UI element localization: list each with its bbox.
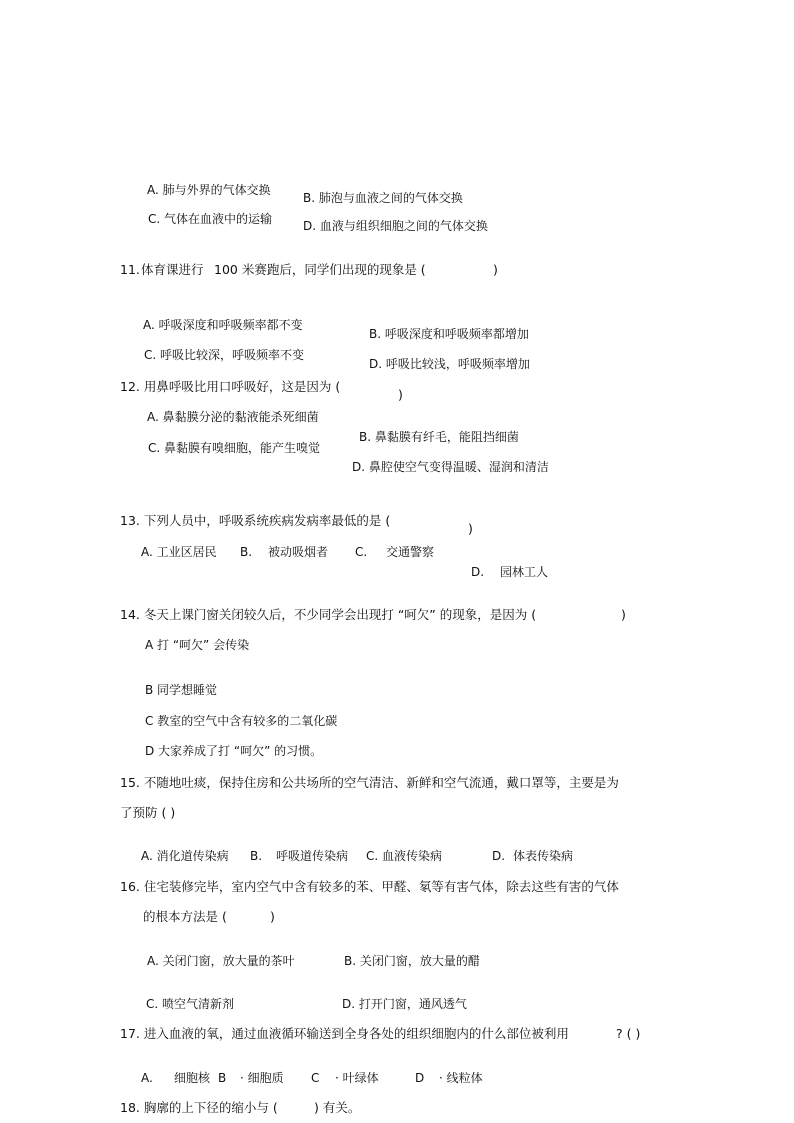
q16-option-c: C. 喷空气清新剂 <box>146 997 235 1011</box>
q13-option-c-letter: C. <box>355 545 368 559</box>
q15-stem-line2: 了预防 ( ) <box>120 805 176 820</box>
q15-option-b-letter: B. <box>250 849 263 863</box>
q16-option-b: B. 关闭门窗，放大量的醋 <box>344 954 480 968</box>
q13-option-a: A. 工业区居民 <box>141 545 217 559</box>
q16-option-d: D. 打开门窗，通风透气 <box>342 997 467 1011</box>
q15-option-b: 呼吸道传染病 <box>276 849 349 863</box>
q11-option-c: C. 呼吸比较深，呼吸频率不变 <box>144 348 305 362</box>
q18-stem-part2: ) 有关。 <box>314 1100 361 1115</box>
q13-paren-close: ) <box>468 521 473 536</box>
q17-option-a: 细胞核 <box>174 1071 211 1085</box>
q12-option-c: C. 鼻黏膜有嗅细胞，能产生嗅觉 <box>148 441 321 455</box>
q17-option-a-letter: A. <box>141 1071 153 1085</box>
q11-stem-part2: 100 米赛跑后，同学们出现的现象是 ( <box>214 262 426 277</box>
q17-option-c: · 叶绿体 <box>335 1071 379 1085</box>
q15-option-c: C. 血液传染病 <box>366 849 443 863</box>
q10-option-a: A. 肺与外界的气体交换 <box>147 183 271 197</box>
q13-option-d: 园林工人 <box>500 565 549 579</box>
q14-option-b: B 同学想睡觉 <box>145 683 218 697</box>
q14-option-c: C 教室的空气中含有较多的二氧化碳 <box>145 714 338 728</box>
q10-option-b: B. 肺泡与血液之间的气体交换 <box>303 191 463 205</box>
q12-stem: 12. 用鼻呼吸比用口呼吸好，这是因为 ( <box>120 379 341 394</box>
q17-option-b: · 细胞质 <box>240 1071 284 1085</box>
q11-option-a: A. 呼吸深度和呼吸频率都不变 <box>143 318 303 332</box>
q17-paren: ? ( ) <box>616 1026 641 1041</box>
q17-option-d-letter: D <box>415 1071 425 1085</box>
q13-stem: 13. 下列人员中，呼吸系统疾病发病率最低的是 ( <box>120 513 391 528</box>
q12-option-d: D. 鼻腔使空气变得温暖、湿润和清洁 <box>352 460 549 474</box>
q15-stem-line1: 15. 不随地吐痰，保持住房和公共场所的空气清洁、新鲜和空气流通，戴口罩等，主要是为 <box>120 775 619 790</box>
q17-option-b-letter: B <box>218 1071 227 1085</box>
q11-option-d: D. 呼吸比较浅，呼吸频率增加 <box>369 357 530 371</box>
q10-option-c: C. 气体在血液中的运输 <box>148 212 273 226</box>
q13-option-b: 被动吸烟者 <box>268 545 329 559</box>
q17-stem: 17. 进入血液的氧，通过血液循环输送到全身各处的组织细胞内的什么部位被利用 <box>120 1026 569 1041</box>
q13-option-d-letter: D. <box>471 565 485 579</box>
q13-option-c: 交通警察 <box>386 545 435 559</box>
q11-option-b: B. 呼吸深度和呼吸频率都增加 <box>369 327 529 341</box>
q13-option-b-letter: B. <box>240 545 253 559</box>
q15-option-a: A. 消化道传染病 <box>141 849 229 863</box>
q15-option-d-letter: D. <box>492 849 506 863</box>
q11-stem-part1: 体育课进行 <box>141 262 204 277</box>
q16-paren-close: ) <box>270 909 275 924</box>
q14-option-d: D 大家养成了打 “呵欠” 的习惯。 <box>145 744 323 758</box>
q17-option-d: · 线粒体 <box>439 1071 483 1085</box>
q16-option-a: A. 关闭门窗，放大量的茶叶 <box>147 954 295 968</box>
q10-option-d: D. 血液与组织细胞之间的气体交换 <box>303 219 488 233</box>
q12-option-a: A. 鼻黏膜分泌的黏液能杀死细菌 <box>147 410 319 424</box>
q16-stem-line1: 16. 住宅装修完毕，室内空气中含有较多的苯、甲醛、氡等有害气体，除去这些有害的气体 <box>120 879 619 894</box>
q14-stem: 14. 冬天上课门窗关闭较久后，不少同学会出现打 “呵欠” 的现象，是因为 ( <box>120 607 537 622</box>
q18-stem-part1: 18. 胸廓的上下径的缩小与 ( <box>120 1100 278 1115</box>
q14-option-a: A 打 “呵欠” 会传染 <box>145 638 250 652</box>
q14-paren-close: ) <box>621 607 626 622</box>
q17-option-c-letter: C <box>311 1071 320 1085</box>
q12-option-b: B. 鼻黏膜有纤毛，能阻挡细菌 <box>359 430 519 444</box>
q11-number: 11. <box>120 262 140 277</box>
q12-paren-close: ) <box>398 387 403 402</box>
q15-option-d: 体表传染病 <box>513 849 574 863</box>
q16-stem-line2: 的根本方法是 ( <box>143 909 227 924</box>
q11-paren-close: ) <box>493 262 498 277</box>
